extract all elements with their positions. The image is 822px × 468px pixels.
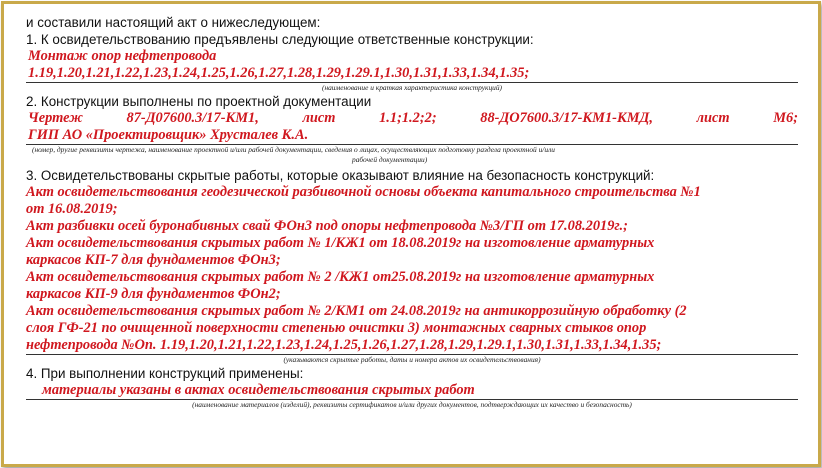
section3-line: нефтепровода №Оп. 1.19,1.20,1.21,1.22,1.23,1.24,1.25,1.26,1.27,1.28,1.29,1.29.1,1.30,1.31,1.33,1.34,1.35; [26,337,798,355]
section2-line: ГИП АО «Проектировщик» Хрусталев К.А. [26,127,798,145]
section3-note: (указываются скрытые работы, даты и номера актов их освидетельствования) [283,355,541,364]
section3-line: каркасов КП-7 для фундаментов ФОн3; [26,252,281,268]
section2-part: 88-ДО7600.3/17-КМ1-КМД, [480,110,653,126]
section1-line: 1.19,1.20,1.21,1.22,1.23,1.24,1.25,1.26,1.27,1.28,1.29,1.29.1,1.30,1.31,1.33,1.34,1.35; [26,65,798,83]
section3-line: Акт освидетельствования скрытых работ № 2/КМ1 от 24.08.2019г на антикоррозийную обработку (2 [26,303,687,319]
section3-line: Акт освидетельствования геодезической разбивочной основы объекта капитального строительства №1 [26,184,701,200]
section3-heading: 3. Освидетельствованы скрытые работы, которые оказывают влияние на безопасность конструкций: [26,168,655,183]
section1-note: (наименование и краткая характеристика конструкций) [321,83,502,92]
section4-line: материалы указаны в актах освидетельствования скрытых работ [26,382,798,400]
intro-text: и составили настоящий акт о нижеследующем: [26,15,321,30]
section4-heading: 4. При выполнении конструкций применены: [26,366,304,381]
section2-part: лист [302,110,336,126]
section1-heading: 1. К освидетельствованию предъявлены следующие ответственные конструкции: [26,32,534,47]
section3-line: Акт освидетельствования скрытых работ № 1/КЖ1 от 18.08.2019г на изготовление арматурных [26,235,655,251]
section2-part: лист [696,110,730,126]
section3-line: слоя ГФ-21 по очищенной поверхности степенью очистки 3) монтажных сварных стыков опор [26,320,647,336]
section2-note: рабочей документации) [352,155,428,164]
section1-line: Монтаж опор нефтепровода [28,48,217,64]
section2-part: Чертеж [28,110,83,126]
section3-line: Акт освидетельствования скрытых работ № 2 /КЖ1 от25.08.2019г на изготовление арматурных [26,269,655,285]
section2-part: М6; [773,110,798,126]
document-frame [1,1,821,467]
section2-line [26,110,798,127]
section3-line: от 16.08.2019; [26,201,118,217]
section3-line: каркасов КП-9 для фундаментов ФОн2; [26,286,281,302]
section4-note: (наименование материалов (изделий), реквизиты сертификатов и/или других документов, подтверждающих их качество и безопасность) [192,400,632,409]
section2-part: 1.1;1.2;2; [379,110,437,126]
section2-part: 87-Д07600.3/17-КМ1, [126,110,259,126]
section2-heading: 2. Конструкции выполнены по проектной документации [26,94,372,109]
act-document [26,14,798,410]
section3-line: Акт разбивки осей буронабивных свай ФОн3 под опоры нефтепровода №3/ГП от 17.08.2019г.; [26,218,628,234]
section2-note: (номер, другие реквизиты чертежа, наименование проектной и/или рабочей документации, сведения о лицах, осуществляющих подготовку раздела проектной и/или [32,145,555,154]
